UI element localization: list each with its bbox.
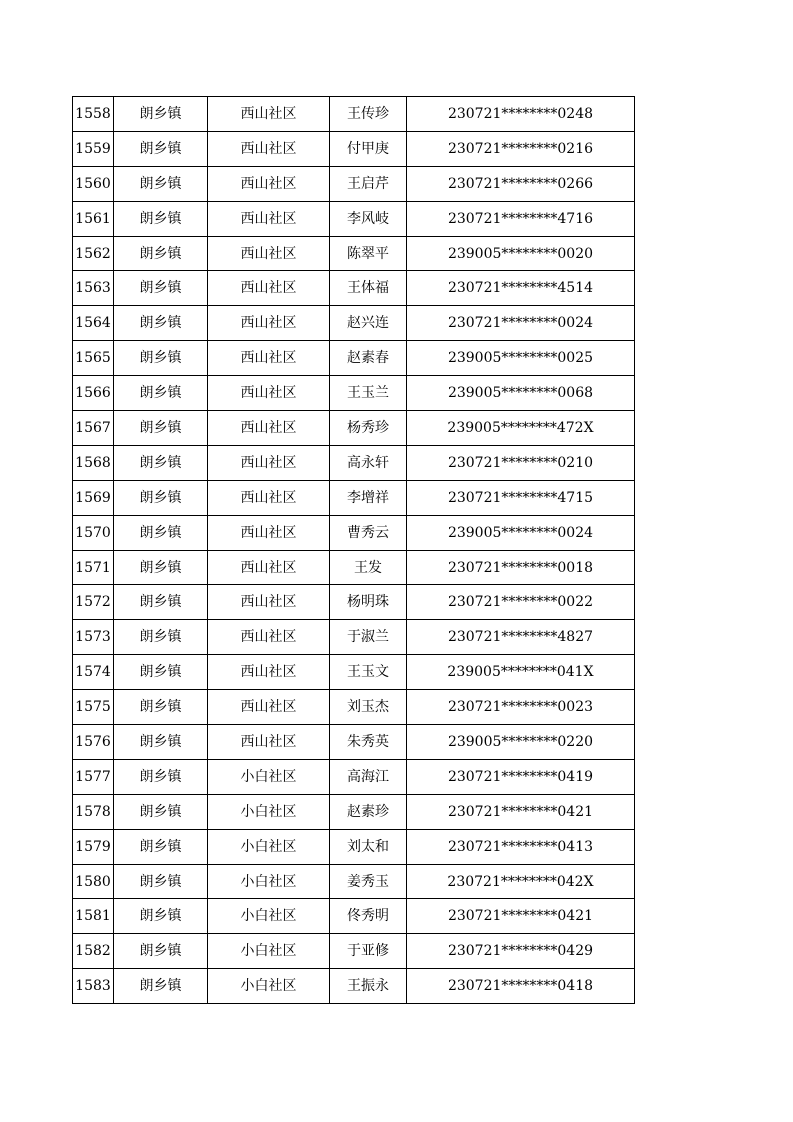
row-number-cell: 1562 xyxy=(73,236,114,271)
id-number-cell: 230721********0266 xyxy=(407,166,635,201)
town-cell: 朗乡镇 xyxy=(114,97,208,132)
table-row xyxy=(73,166,635,201)
id-number-cell: 230721********4514 xyxy=(407,271,635,306)
person-name-cell: 赵素春 xyxy=(330,341,407,376)
community-cell: 西山社区 xyxy=(208,306,330,341)
id-number-cell: 230721********4715 xyxy=(407,480,635,515)
row-number-cell: 1564 xyxy=(73,306,114,341)
town-cell: 朗乡镇 xyxy=(114,759,208,794)
person-name-cell: 佟秀明 xyxy=(330,899,407,934)
row-number-cell: 1570 xyxy=(73,515,114,550)
community-cell: 西山社区 xyxy=(208,271,330,306)
row-number-cell: 1563 xyxy=(73,271,114,306)
person-name-cell: 高永轩 xyxy=(330,445,407,480)
town-cell: 朗乡镇 xyxy=(114,620,208,655)
community-cell: 西山社区 xyxy=(208,655,330,690)
town-cell: 朗乡镇 xyxy=(114,341,208,376)
id-number-cell: 230721********4716 xyxy=(407,201,635,236)
row-number-cell: 1558 xyxy=(73,97,114,132)
community-cell: 小白社区 xyxy=(208,899,330,934)
community-cell: 西山社区 xyxy=(208,341,330,376)
row-number-cell: 1583 xyxy=(73,969,114,1004)
table-row xyxy=(73,201,635,236)
town-cell: 朗乡镇 xyxy=(114,201,208,236)
person-name-cell: 付甲庚 xyxy=(330,131,407,166)
town-cell: 朗乡镇 xyxy=(114,655,208,690)
table-row xyxy=(73,655,635,690)
town-cell: 朗乡镇 xyxy=(114,131,208,166)
table-row xyxy=(73,620,635,655)
community-cell: 小白社区 xyxy=(208,829,330,864)
community-cell: 小白社区 xyxy=(208,934,330,969)
town-cell: 朗乡镇 xyxy=(114,864,208,899)
id-number-cell: 239005********0068 xyxy=(407,376,635,411)
town-cell: 朗乡镇 xyxy=(114,515,208,550)
id-number-cell: 230721********0024 xyxy=(407,306,635,341)
table-row xyxy=(73,690,635,725)
community-cell: 西山社区 xyxy=(208,515,330,550)
id-number-cell: 230721********0413 xyxy=(407,829,635,864)
table-row xyxy=(73,794,635,829)
town-cell: 朗乡镇 xyxy=(114,550,208,585)
row-number-cell: 1575 xyxy=(73,690,114,725)
table-row xyxy=(73,725,635,760)
id-number-cell: 230721********0419 xyxy=(407,759,635,794)
id-number-cell: 239005********0220 xyxy=(407,725,635,760)
id-number-cell: 239005********472X xyxy=(407,411,635,446)
table-row xyxy=(73,131,635,166)
id-number-cell: 230721********0429 xyxy=(407,934,635,969)
table-row xyxy=(73,899,635,934)
table-row xyxy=(73,550,635,585)
town-cell: 朗乡镇 xyxy=(114,445,208,480)
town-cell: 朗乡镇 xyxy=(114,376,208,411)
person-name-cell: 王振永 xyxy=(330,969,407,1004)
community-cell: 西山社区 xyxy=(208,445,330,480)
table-row xyxy=(73,829,635,864)
table-row xyxy=(73,306,635,341)
row-number-cell: 1576 xyxy=(73,725,114,760)
community-cell: 西山社区 xyxy=(208,166,330,201)
table-row xyxy=(73,480,635,515)
person-name-cell: 曹秀云 xyxy=(330,515,407,550)
row-number-cell: 1571 xyxy=(73,550,114,585)
id-number-cell: 230721********0421 xyxy=(407,899,635,934)
person-name-cell: 陈翠平 xyxy=(330,236,407,271)
town-cell: 朗乡镇 xyxy=(114,725,208,760)
town-cell: 朗乡镇 xyxy=(114,829,208,864)
person-name-cell: 高海江 xyxy=(330,759,407,794)
person-name-cell: 王发 xyxy=(330,550,407,585)
id-number-cell: 230721********042X xyxy=(407,864,635,899)
id-number-cell: 230721********4827 xyxy=(407,620,635,655)
person-name-cell: 杨秀珍 xyxy=(330,411,407,446)
table-row xyxy=(73,934,635,969)
community-cell: 西山社区 xyxy=(208,131,330,166)
person-name-cell: 王体福 xyxy=(330,271,407,306)
community-cell: 小白社区 xyxy=(208,864,330,899)
row-number-cell: 1561 xyxy=(73,201,114,236)
community-cell: 西山社区 xyxy=(208,97,330,132)
person-name-cell: 刘玉杰 xyxy=(330,690,407,725)
table-row xyxy=(73,969,635,1004)
table-row xyxy=(73,271,635,306)
person-name-cell: 朱秀英 xyxy=(330,725,407,760)
town-cell: 朗乡镇 xyxy=(114,271,208,306)
table-row xyxy=(73,376,635,411)
person-name-cell: 王传珍 xyxy=(330,97,407,132)
roster-body xyxy=(73,97,635,1004)
row-number-cell: 1581 xyxy=(73,899,114,934)
community-cell: 西山社区 xyxy=(208,585,330,620)
community-cell: 西山社区 xyxy=(208,236,330,271)
town-cell: 朗乡镇 xyxy=(114,480,208,515)
community-cell: 西山社区 xyxy=(208,725,330,760)
town-cell: 朗乡镇 xyxy=(114,236,208,271)
id-number-cell: 239005********0025 xyxy=(407,341,635,376)
row-number-cell: 1582 xyxy=(73,934,114,969)
person-name-cell: 于亚修 xyxy=(330,934,407,969)
id-number-cell: 239005********0024 xyxy=(407,515,635,550)
row-number-cell: 1566 xyxy=(73,376,114,411)
town-cell: 朗乡镇 xyxy=(114,899,208,934)
town-cell: 朗乡镇 xyxy=(114,306,208,341)
town-cell: 朗乡镇 xyxy=(114,934,208,969)
person-name-cell: 李风岐 xyxy=(330,201,407,236)
row-number-cell: 1559 xyxy=(73,131,114,166)
row-number-cell: 1578 xyxy=(73,794,114,829)
person-name-cell: 赵素珍 xyxy=(330,794,407,829)
town-cell: 朗乡镇 xyxy=(114,166,208,201)
person-name-cell: 李增祥 xyxy=(330,480,407,515)
row-number-cell: 1580 xyxy=(73,864,114,899)
table-row xyxy=(73,445,635,480)
town-cell: 朗乡镇 xyxy=(114,969,208,1004)
community-cell: 西山社区 xyxy=(208,480,330,515)
id-number-cell: 230721********0216 xyxy=(407,131,635,166)
community-cell: 西山社区 xyxy=(208,411,330,446)
row-number-cell: 1560 xyxy=(73,166,114,201)
person-name-cell: 姜秀玉 xyxy=(330,864,407,899)
table-row xyxy=(73,864,635,899)
community-cell: 西山社区 xyxy=(208,690,330,725)
row-number-cell: 1565 xyxy=(73,341,114,376)
community-cell: 西山社区 xyxy=(208,201,330,236)
row-number-cell: 1577 xyxy=(73,759,114,794)
row-number-cell: 1574 xyxy=(73,655,114,690)
row-number-cell: 1579 xyxy=(73,829,114,864)
town-cell: 朗乡镇 xyxy=(114,585,208,620)
person-name-cell: 刘太和 xyxy=(330,829,407,864)
row-number-cell: 1569 xyxy=(73,480,114,515)
row-number-cell: 1573 xyxy=(73,620,114,655)
community-cell: 小白社区 xyxy=(208,969,330,1004)
table-row xyxy=(73,515,635,550)
table-row xyxy=(73,341,635,376)
table-row xyxy=(73,97,635,132)
row-number-cell: 1572 xyxy=(73,585,114,620)
id-number-cell: 230721********0023 xyxy=(407,690,635,725)
community-cell: 西山社区 xyxy=(208,550,330,585)
person-name-cell: 王玉文 xyxy=(330,655,407,690)
id-number-cell: 239005********0020 xyxy=(407,236,635,271)
id-number-cell: 230721********0421 xyxy=(407,794,635,829)
town-cell: 朗乡镇 xyxy=(114,794,208,829)
table-row xyxy=(73,759,635,794)
person-name-cell: 于淑兰 xyxy=(330,620,407,655)
person-name-cell: 王启芹 xyxy=(330,166,407,201)
person-name-cell: 王玉兰 xyxy=(330,376,407,411)
table-row xyxy=(73,585,635,620)
row-number-cell: 1567 xyxy=(73,411,114,446)
community-cell: 小白社区 xyxy=(208,794,330,829)
id-number-cell: 239005********041X xyxy=(407,655,635,690)
person-name-cell: 杨明珠 xyxy=(330,585,407,620)
table-row xyxy=(73,236,635,271)
community-cell: 西山社区 xyxy=(208,376,330,411)
id-number-cell: 230721********0248 xyxy=(407,97,635,132)
id-number-cell: 230721********0418 xyxy=(407,969,635,1004)
town-cell: 朗乡镇 xyxy=(114,411,208,446)
table-row xyxy=(73,411,635,446)
row-number-cell: 1568 xyxy=(73,445,114,480)
id-number-cell: 230721********0210 xyxy=(407,445,635,480)
id-number-cell: 230721********0018 xyxy=(407,550,635,585)
person-name-cell: 赵兴连 xyxy=(330,306,407,341)
roster-table xyxy=(72,96,635,1004)
community-cell: 小白社区 xyxy=(208,759,330,794)
town-cell: 朗乡镇 xyxy=(114,690,208,725)
id-number-cell: 230721********0022 xyxy=(407,585,635,620)
community-cell: 西山社区 xyxy=(208,620,330,655)
